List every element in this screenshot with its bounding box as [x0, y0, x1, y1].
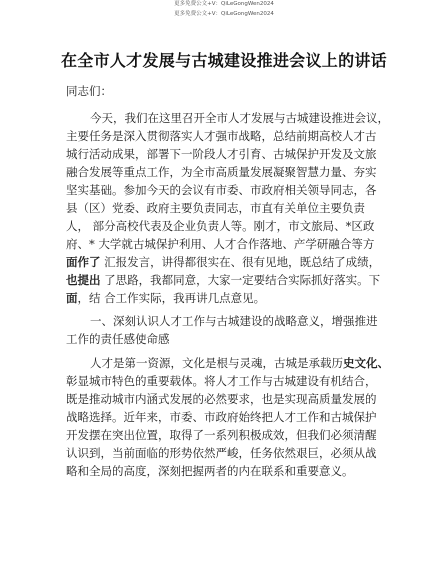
- paragraph-line: [66, 273, 380, 287]
- bold-run: 也提出: [66, 273, 101, 287]
- bold-run: 面作了: [66, 255, 101, 269]
- paragraph-line: 彰显城市特色的重要载体。将人才工作与古城建设有机结合，: [66, 374, 377, 388]
- bold-run: 面: [66, 291, 78, 305]
- paragraph-line: 主要任务是深入贯彻落实人才强市战略，总结前期高校人才古: [66, 129, 377, 143]
- salutation: 同志们：: [66, 84, 112, 98]
- paragraph-line: 县（区）党委、政府主要负责同志，市直有关单位主要负责: [66, 201, 365, 215]
- paragraph-line: 坚实基础。参加今天的会议有市委、市政府相关领导同志，各: [66, 183, 377, 197]
- paragraph-line: 战略选择。近年来，市委、市政府始终把人才工作和古城保护: [66, 410, 377, 424]
- paragraph-line: 认识到，当前面临的形势依然严峻，任务依然艰巨，必须从战: [66, 446, 377, 460]
- bold-run: 史文化、: [343, 356, 389, 370]
- text-run: ，结 合工作实际，我再讲几点意见。: [77, 291, 266, 305]
- text-run: 汇报发言，讲得都很实在、很有见地，既总结了成绩，: [100, 255, 381, 269]
- section-heading: 一、深刻认识人才工作与古城建设的战略意义，增强推进: [90, 314, 378, 328]
- section-heading: 工作的责任感使命感: [66, 332, 170, 346]
- header-note: 更多免费公文+V：QiLeGongWen2024: [174, 1, 274, 7]
- document-title: 在全市人才发展与古城建设推进会议上的讲话: [60, 51, 387, 70]
- paragraph-line: [90, 356, 389, 370]
- paragraph-line: 人， 部分高校代表及企业负责人等。刚才，市文旅局、*区政: [66, 219, 375, 233]
- paragraph-line: 府、* 大学就古城保护利用、人才合作落地、产学研融合等方: [66, 237, 375, 251]
- text-run: 了思路，我都同意，大家一定要结合实际抓好落实。下: [100, 273, 381, 287]
- paragraph-line: [66, 255, 380, 269]
- paragraph-line: [66, 291, 265, 305]
- paragraph-line: 略和全局的高度，深刻把握两者的内在联系和重要意义。: [66, 464, 354, 478]
- header-note: 更多免费公文+V：QiLeGongWen2024: [174, 11, 274, 17]
- paragraph-line: 融合发展等重点工作，为全市高质量发展凝聚智慧力量、夯实: [66, 165, 377, 179]
- paragraph-line: 既是推动城市内涵式发展的必然要求，也是实现高质量发展的: [66, 392, 377, 406]
- text-run: 人才是第一资源，文化是根与灵魂，古城是承载历: [90, 356, 343, 370]
- paragraph-line: 城行活动成果，部署下一阶段人才引育、古城保护开发及文旅: [66, 147, 377, 161]
- paragraph-line: 今天，我们在这里召开全市人才发展与古城建设推进会议，: [90, 111, 389, 125]
- paragraph-line: 开发摆在突出位置，取得了一系列积极成效，但我们必须清醒: [66, 428, 377, 442]
